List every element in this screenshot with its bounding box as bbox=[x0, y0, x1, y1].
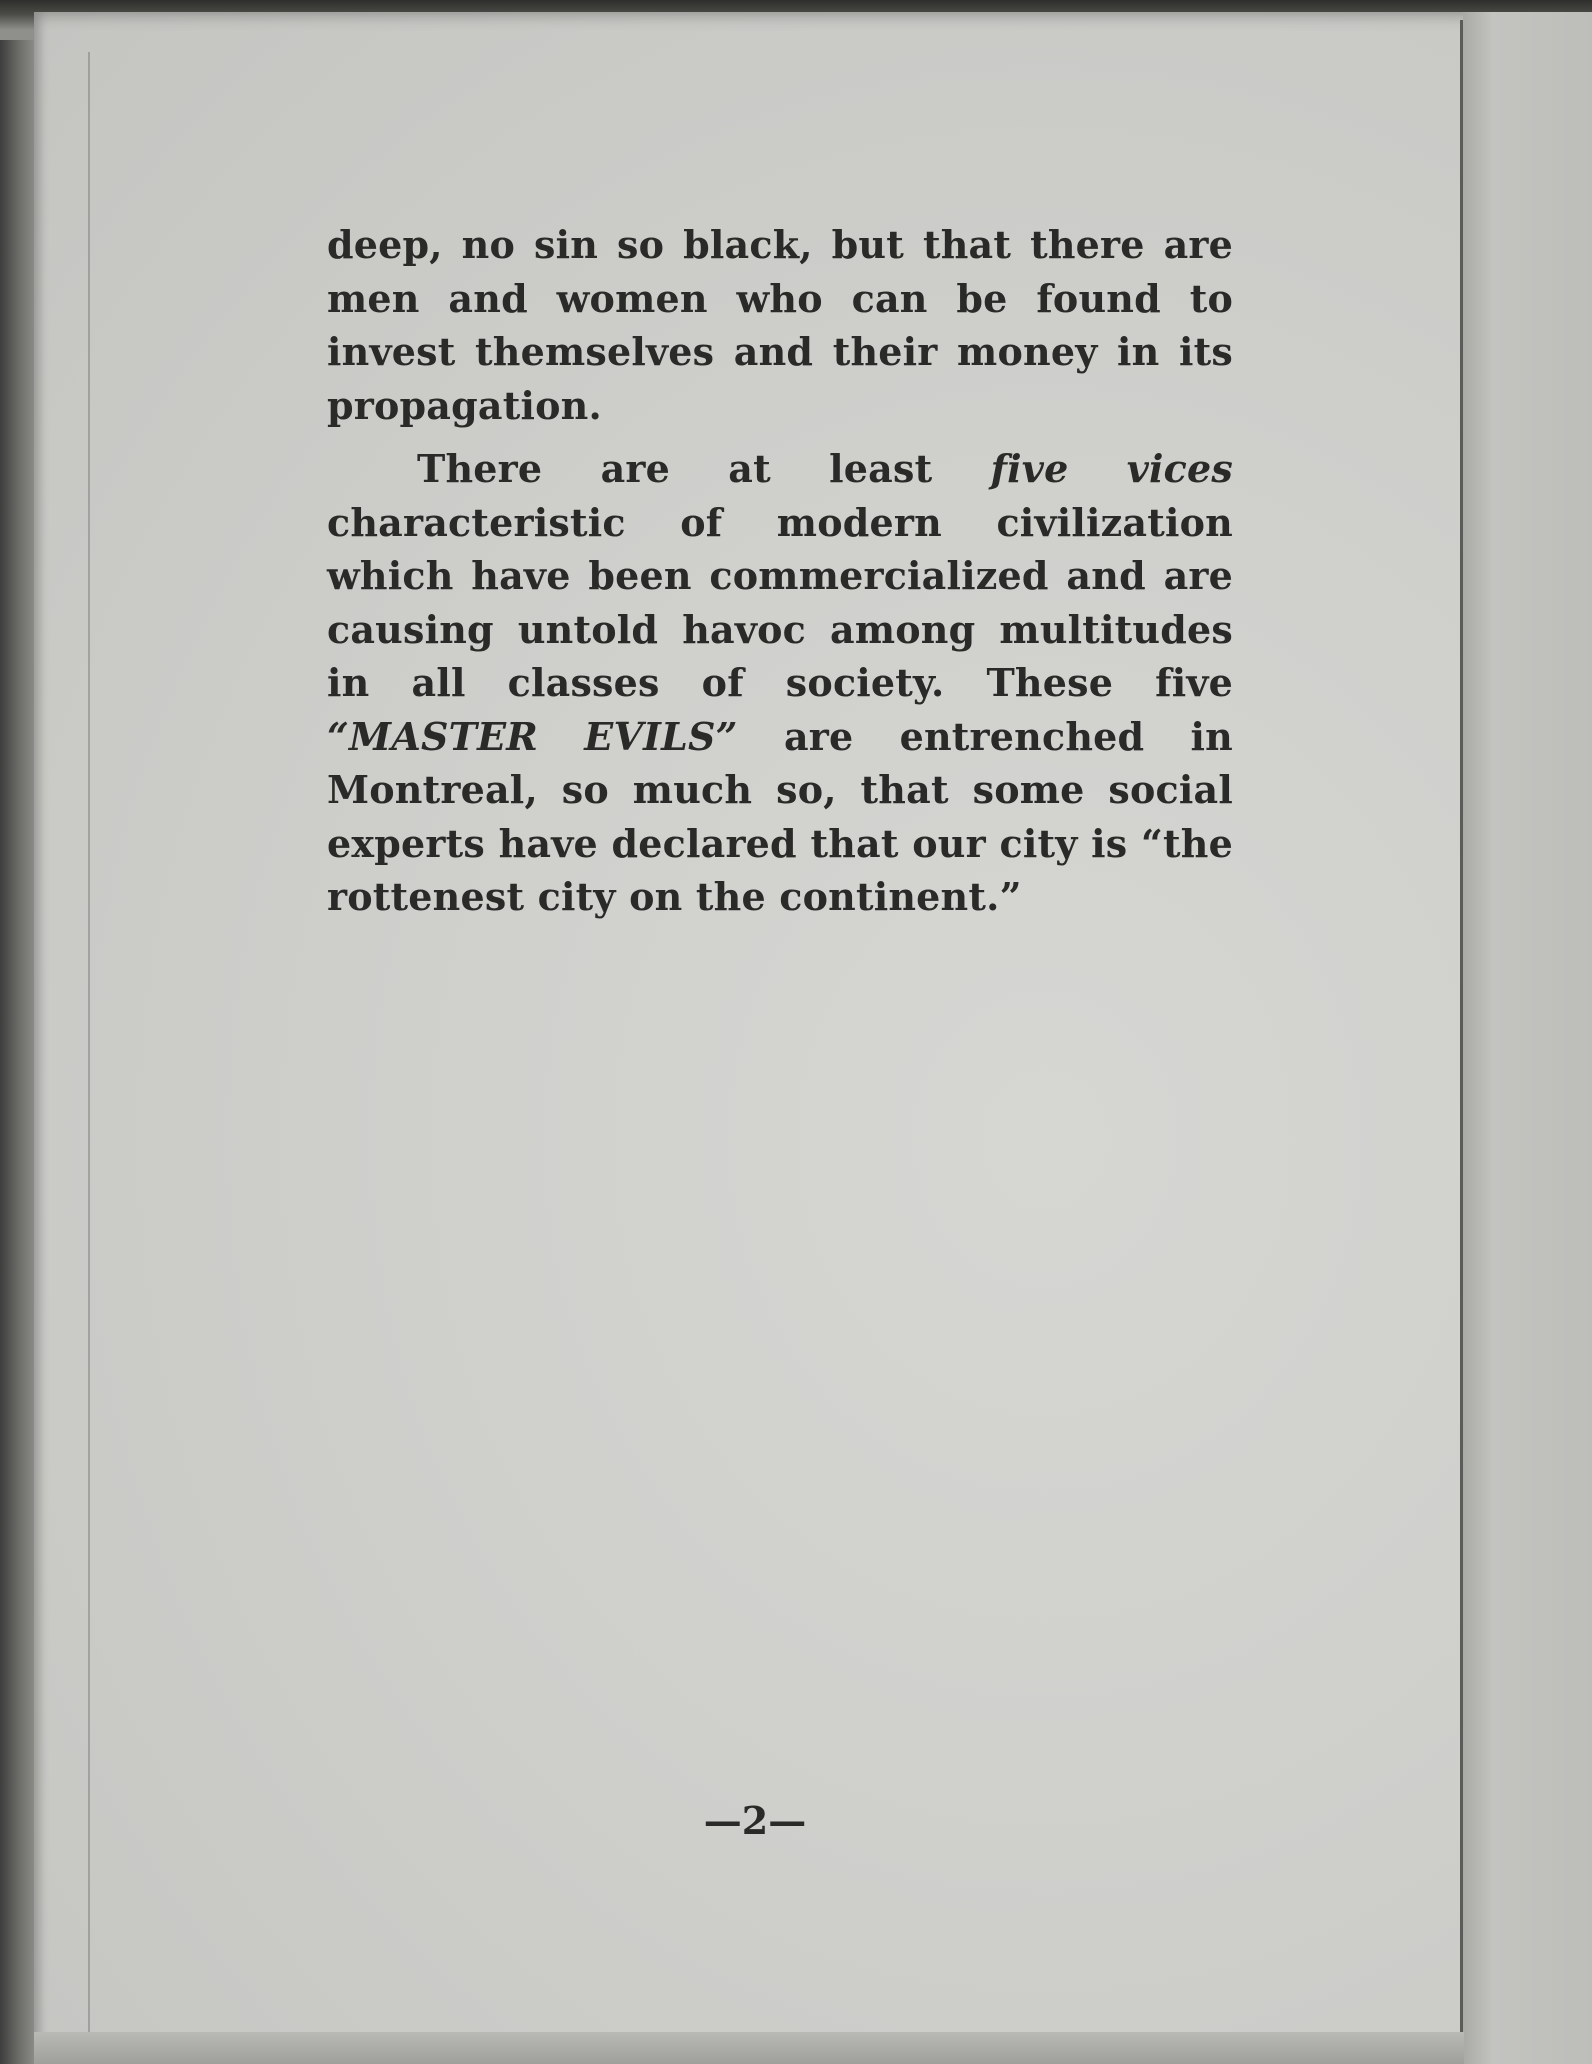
page-border-line bbox=[88, 52, 90, 2052]
paragraph-2-start: There are at least bbox=[417, 446, 991, 491]
italic-five-vices: five vices bbox=[990, 446, 1233, 491]
paragraph-1: deep, no sin so black, but that there are men and women who can be found to invest themselves and their money in its propagation. bbox=[327, 222, 1233, 428]
paragraph-2-end: are entrenched in Montreal, so much so, that some social experts have declared that our city is “the rottenest city on the continent.” bbox=[327, 713, 1233, 919]
body-text bbox=[327, 218, 1233, 924]
right-page-edge bbox=[1463, 12, 1592, 2064]
master-evils-emphasis: “MASTER EVILS” bbox=[327, 713, 738, 759]
left-page-edge bbox=[0, 40, 34, 2064]
paragraph-2 bbox=[327, 442, 1233, 924]
page-number: —2— bbox=[703, 1798, 807, 1843]
bottom-page-edge bbox=[34, 2032, 1464, 2064]
paragraph-2-middle: characteristic of modern civilization which have been commercialized and are causing untold havoc among multitudes in all classes of society. These five bbox=[327, 499, 1233, 705]
